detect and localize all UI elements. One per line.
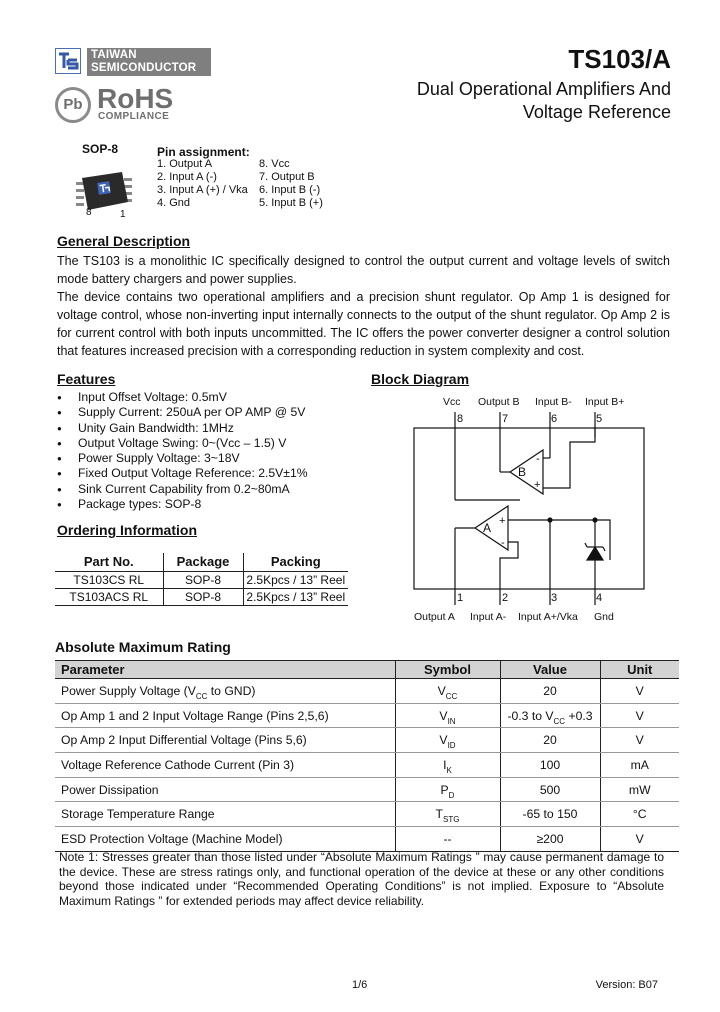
table-cell: SOP-8 <box>163 588 243 605</box>
table-cell: V <box>600 703 679 728</box>
chip-pin1-label: 1 <box>120 209 126 220</box>
table-cell: $T_{STG}$ <box>395 802 500 827</box>
diagram-pin-number: 6 <box>551 413 558 425</box>
amr-col-value: Value <box>500 661 600 679</box>
general-description-p1: The TS103 is a monolithic IC specifically designed to control the output current and voltage levels of switch mode battery chargers and power supplies. <box>57 254 670 286</box>
amr-note: Note 1: Stresses greater than those listed under “Absolute Maximum Ratings ” may cause permanent damage to the device. These are stress ratings only, and functional operation of the device at these or any other conditions beyond those indicated under “Recommended Operating Conditions” is not implied. Exposure to “Absolute Maximum Ratings ” for extended periods may affect device reliability. <box>59 850 664 908</box>
diagram-pin-number: 3 <box>551 592 558 604</box>
ordering-col-part: Part No. <box>55 553 163 571</box>
table-cell: 20 <box>500 679 600 704</box>
subtitle-line1: Dual Operational Amplifiers And <box>416 79 671 99</box>
amr-col-parameter: Parameter <box>55 661 395 679</box>
op-amp-sign: - <box>536 453 540 465</box>
diagram-top-label: Vcc <box>443 396 461 408</box>
table-cell: 2.5Kpcs / 13” Reel <box>243 588 348 605</box>
diagram-bottom-label: Input A+/Vka <box>518 611 578 623</box>
pin-item: 2. Input A (-) <box>157 171 217 183</box>
ordering-table <box>55 553 348 606</box>
table-cell: 500 <box>500 777 600 802</box>
table-cell: $V_{IN}$ <box>395 703 500 728</box>
table-cell: °C <box>600 802 679 827</box>
table-cell: 2.5Kpcs / 13” Reel <box>243 571 348 588</box>
diagram-pin-number: 4 <box>596 592 603 604</box>
table-row <box>55 679 679 704</box>
table-cell: Power Supply Voltage ($V_{CC}$ to GND) <box>55 679 395 704</box>
shunt-regulator-diode-icon <box>587 547 603 560</box>
ordering-col-package: Package <box>163 553 243 571</box>
table-cell: $P_D$ <box>395 777 500 802</box>
table-cell: Power Dissipation <box>55 777 395 802</box>
table-row <box>55 753 679 778</box>
chip-pin8-label: 8 <box>86 207 92 218</box>
diagram-pin-number: 8 <box>457 413 464 425</box>
table-cell: ≥200 <box>500 827 600 852</box>
table-cell: 100 <box>500 753 600 778</box>
table-cell: TS103CS RL <box>55 571 163 588</box>
part-number-title: TS103/A <box>568 44 671 74</box>
feature-item: ● Output Voltage Swing: 0~(Vcc – 1.5) V <box>57 436 308 451</box>
pin-list-left <box>157 158 248 210</box>
pin-item: 7. Output B <box>259 171 315 183</box>
block-diagram-heading: Block Diagram <box>371 371 470 387</box>
absolute-maximum-rating-heading: Absolute Maximum Rating <box>55 639 231 655</box>
diagram-pin-number: 7 <box>502 413 509 425</box>
table-cell: mW <box>600 777 679 802</box>
table-row <box>55 802 679 827</box>
table-cell: $V_{ID}$ <box>395 728 500 753</box>
general-description-p2: The device contains two operational amplifiers and a precision shunt regulator. Op Amp 1 is designed for voltage control, whose non-inverting input internally connects to the output of the shunt regulator. Op Amp 2 is for current control with both inputs uncommitted. The IC offers the power converter designer a control solution that features increased precision with a corresponding reduction in system complexity and cost. <box>57 290 670 358</box>
pb-free-icon: Pb <box>55 87 91 123</box>
table-cell: V <box>600 827 679 852</box>
pin-item: 1. Output A <box>157 158 213 170</box>
block-outline <box>414 428 644 589</box>
table-cell: Storage Temperature Range <box>55 802 395 827</box>
amr-col-unit: Unit <box>600 661 679 679</box>
company-name-line1: TAIWAN <box>91 49 137 61</box>
diagram-pin-number: 5 <box>596 413 603 425</box>
pin-item: 8. Vcc <box>259 158 290 170</box>
table-row <box>55 571 348 588</box>
ordering-header-row <box>55 553 348 571</box>
table-cell: -65 to 150 <box>500 802 600 827</box>
feature-item: ● Sink Current Capability from 0.2~80mA <box>57 482 308 497</box>
diagram-top-label: Output B <box>478 396 520 408</box>
diagram-pin-number: 2 <box>502 592 509 604</box>
diagram-bottom-label: Input A- <box>470 611 507 623</box>
table-cell: V <box>600 679 679 704</box>
table-row <box>55 588 348 605</box>
sop8-package-icon <box>72 168 142 220</box>
feature-item: ● Supply Current: 250uA per OP AMP @ 5V <box>57 405 308 420</box>
diagram-top-label: Input B+ <box>585 396 625 408</box>
table-cell: ESD Protection Voltage (Machine Model) <box>55 827 395 852</box>
op-amp-sign: + <box>499 515 506 527</box>
table-cell: $I_K$ <box>395 753 500 778</box>
op-amp-b-label: B <box>518 465 527 479</box>
table-cell: V <box>600 728 679 753</box>
table-row <box>55 777 679 802</box>
pin-item: 3. Input A (+) / Vka <box>157 184 248 196</box>
subtitle-line2: Voltage Reference <box>522 102 671 122</box>
feature-item: ● Input Offset Voltage: 0.5mV <box>57 390 308 405</box>
op-amp-a-label: A <box>483 521 492 535</box>
op-amp-sign: + <box>534 479 541 491</box>
amr-header-row <box>55 661 679 679</box>
pin-assignment-title: Pin assignment: <box>157 145 250 159</box>
table-row <box>55 728 679 753</box>
diagram-pin-number: 1 <box>457 592 464 604</box>
feature-item: ● Unity Gain Bandwidth: 1MHz <box>57 421 308 436</box>
pin-item: 4. Gnd <box>157 197 191 209</box>
table-row <box>55 703 679 728</box>
table-cell: Voltage Reference Cathode Current (Pin 3) <box>55 753 395 778</box>
table-cell: -- <box>395 827 500 852</box>
table-cell: 20 <box>500 728 600 753</box>
table-cell: TS103ACS RL <box>55 588 163 605</box>
company-name-line2: SEMICONDUCTOR <box>91 62 197 74</box>
page-number: 1/6 <box>352 979 368 991</box>
package-label: SOP-8 <box>82 142 119 156</box>
feature-item: ● Fixed Output Voltage Reference: 2.5V±1% <box>57 466 308 481</box>
part-subtitle <box>311 78 671 124</box>
table-row <box>55 827 679 852</box>
table-cell: mA <box>600 753 679 778</box>
pin-item: 5. Input B (+) <box>259 197 323 209</box>
feature-item: ● Package types: SOP-8 <box>57 497 308 512</box>
diagram-bottom-label: Output A <box>414 611 455 623</box>
table-cell: $V_{CC}$ <box>395 679 500 704</box>
pin-list-right <box>259 158 323 210</box>
diagram-bottom-label: Gnd <box>594 611 614 623</box>
amr-col-symbol: Symbol <box>395 661 500 679</box>
op-amp-sign: - <box>501 537 505 549</box>
taiwan-semiconductor-logo-icon <box>55 48 81 74</box>
pin-item: 6. Input B (-) <box>259 184 321 196</box>
table-cell: Op Amp 1 and 2 Input Voltage Range (Pins 2,5,6) <box>55 703 395 728</box>
rohs-compliance-label: COMPLIANCE <box>98 111 170 122</box>
absolute-maximum-rating-table <box>55 660 679 852</box>
company-name <box>87 48 211 76</box>
general-description-heading: General Description <box>57 233 191 249</box>
block-diagram <box>410 392 650 628</box>
diagram-top-label: Input B- <box>535 396 572 408</box>
ordering-col-packing: Packing <box>243 553 348 571</box>
table-cell: Op Amp 2 Input Differential Voltage (Pins 5,6) <box>55 728 395 753</box>
table-cell: -0.3 to $V_{CC} +0.3$ <box>500 703 600 728</box>
table-cell: SOP-8 <box>163 571 243 588</box>
feature-item: ● Power Supply Voltage: 3~18V <box>57 451 308 466</box>
features-list <box>57 390 308 512</box>
rohs-mark: RoHS <box>97 83 174 114</box>
features-heading: Features <box>57 371 116 387</box>
ordering-information-heading: Ordering Information <box>57 522 197 538</box>
document-version: Version: B07 <box>595 979 658 991</box>
